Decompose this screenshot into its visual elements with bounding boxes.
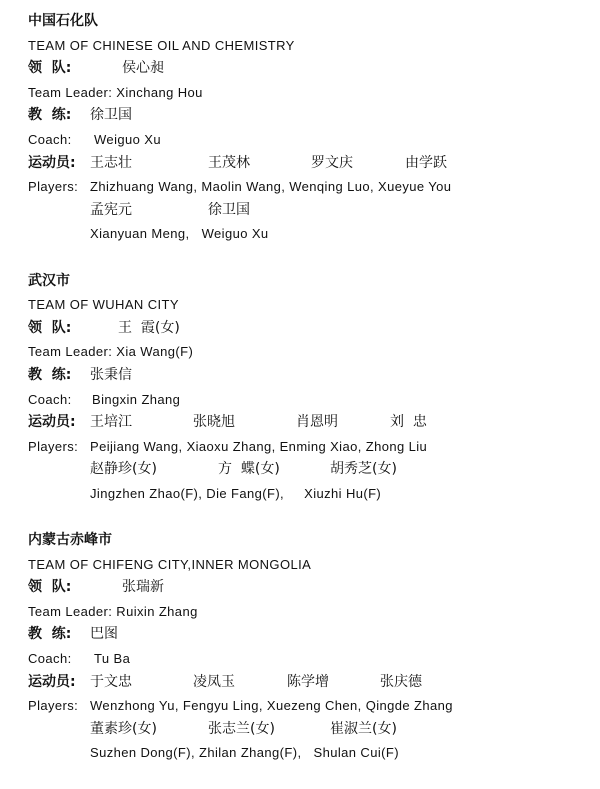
coach-name-en: Weiguo Xu [94,131,161,147]
coach-row-en [28,647,588,671]
coach-name-cn: 徐卫国 [90,107,132,124]
section-gap [28,505,588,529]
players-label-en: Players: [28,698,79,714]
player-name-cn: 于文忠 [90,673,132,690]
players-names-en: Zhizhuang Wang, Maolin Wang, Wenqing Luo, Xueyue You [90,179,452,195]
coach-name-en: Bingxin Zhang [92,391,181,407]
players-names-en: Xianyuan Meng, Weiguo Xu [90,226,269,242]
players-row2-en [28,222,588,246]
players-label: 运动员: [28,673,76,690]
players-row2-en [28,741,588,765]
coach-row-en [28,128,588,152]
coach-row-cn [28,623,588,647]
coach-label: 教 练: [28,626,72,643]
player-name-cn: 崔淑兰(女) [330,720,397,737]
player-name-cn: 孟宪元 [90,201,132,218]
player-name-cn: 张志兰(女) [208,720,275,737]
leader-line-en: Team Leader: Ruixin Zhang [28,603,198,619]
players-row1-en [28,435,588,459]
player-name-cn: 张晓旭 [193,414,235,431]
player-name-cn: 赵静珍(女) [90,461,157,478]
team-name-cn: 武汉市 [28,272,70,289]
players-names-en: Wenzhong Yu, Fengyu Ling, Xuezeng Chen, Qingde Zhang [90,698,453,714]
leader-name-cn: 张瑞新 [122,579,164,596]
coach-name-cn: 张秉信 [90,366,132,383]
leader-line-en: Team Leader: Xinchang Hou [28,84,203,100]
player-name-cn: 王志壮 [90,154,132,171]
roster-page [28,10,588,765]
coach-row-cn [28,104,588,128]
player-name-cn: 王培江 [90,414,132,431]
players-row1-cn [28,671,588,695]
players-row2-en [28,482,588,506]
team-section [28,529,588,765]
players-row2-cn [28,199,588,223]
players-label: 运动员: [28,414,76,431]
player-name-cn: 张庆德 [380,673,422,690]
coach-label: 教 练: [28,366,72,383]
player-name-cn: 王茂林 [208,154,250,171]
coach-name-en: Tu Ba [94,651,131,667]
team-name-en: TEAM OF CHINESE OIL AND CHEMISTRY [28,37,295,53]
players-label: 运动员: [28,154,76,171]
player-name-cn: 陈学增 [287,673,329,690]
players-row2-cn [28,718,588,742]
players-names-en: Peijiang Wang, Xiaoxu Zhang, Enming Xiao, Zhong Liu [90,438,428,454]
players-label-en: Players: [28,438,79,454]
leader-row-cn [28,317,588,341]
leader-line-en: Team Leader: Xia Wang(F) [28,344,194,360]
team-section [28,10,588,246]
player-name-cn: 刘 忠 [390,414,427,431]
coach-name-cn: 巴图 [90,626,118,643]
leader-label: 领 队: [28,319,72,336]
coach-label: 教 练: [28,107,72,124]
leader-label: 领 队: [28,60,72,77]
leader-row-cn [28,57,588,81]
coach-row-cn [28,364,588,388]
coach-row-en [28,388,588,412]
coach-label-en: Coach: [28,391,72,407]
players-label-en: Players: [28,179,79,195]
team-section [28,270,588,506]
player-name-cn: 由学跃 [405,154,447,171]
section-gap [28,246,588,270]
team-name-en: TEAM OF CHIFENG CITY,INNER MONGOLIA [28,556,312,572]
leader-row-cn [28,576,588,600]
player-name-cn: 方 蝶(女) [218,461,280,478]
players-row1-cn [28,152,588,176]
team-name-cn: 中国石化队 [28,13,98,29]
players-names-en: Suzhen Dong(F), Zhilan Zhang(F), Shulan Cui(F) [90,745,399,761]
coach-label-en: Coach: [28,131,72,147]
leader-label: 领 队: [28,579,72,596]
player-name-cn: 罗文庆 [311,154,353,171]
player-name-cn: 肖恩明 [296,414,338,431]
player-name-cn: 董素珍(女) [90,720,157,737]
team-name-en: TEAM OF WUHAN CITY [28,297,179,313]
players-names-en: Jingzhen Zhao(F), Die Fang(F), Xiuzhi Hu(F) [90,485,382,501]
players-row1-cn [28,411,588,435]
player-name-cn: 凌凤玉 [193,673,235,690]
leader-name-cn: 侯心昶 [122,60,164,77]
players-row1-en [28,175,588,199]
player-name-cn: 胡秀芝(女) [330,461,397,478]
coach-label-en: Coach: [28,651,72,667]
player-name-cn: 徐卫国 [208,201,250,218]
players-row1-en [28,694,588,718]
team-name-cn: 内蒙古赤峰市 [28,532,112,549]
players-row2-cn [28,458,588,482]
leader-name-cn: 王 霞(女) [118,319,180,336]
